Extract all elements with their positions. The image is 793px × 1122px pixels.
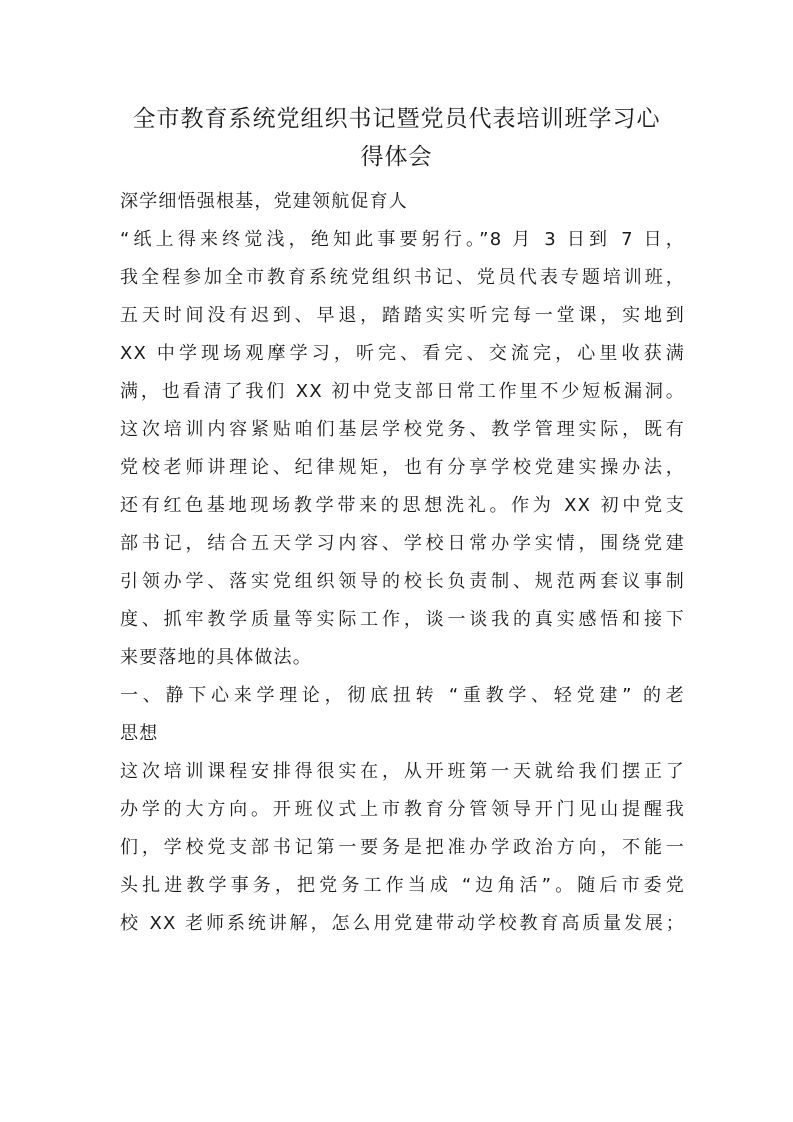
subtitle: 深学细悟强根基，党建领航促育人 — [120, 191, 408, 212]
section-heading-line-1: 一、静下心来学理论，彻底扭转 “重教学、轻党建” 的老 — [120, 685, 685, 706]
paragraph-line: 满，也看清了我们 XX 初中党支部日常工作里不少短板漏洞。 — [120, 381, 685, 402]
paragraph-line: 们，学校党支部书记第一要务是把准办学政治方向，不能一 — [120, 837, 685, 858]
paragraph-line: 办学的大方向。开班仪式上市教育分管领导开门见山提醒我 — [120, 799, 685, 820]
paragraph-line: 度、抓牢教学质量等实际工作，谈一谈我的真实感悟和接下 — [120, 609, 685, 630]
document-title — [110, 100, 683, 176]
paragraph-line: 这次培训内容紧贴咱们基层学校党务、教学管理实际，既有 — [120, 419, 685, 440]
paragraph-line: 来要落地的具体做法。 — [120, 647, 312, 668]
document-body — [120, 183, 685, 943]
title-line-2: 得体会 — [360, 144, 433, 170]
paragraph-line: XX 中学现场观摩学习，听完、看完、交流完，心里收获满 — [120, 343, 685, 364]
paragraph-line: 部书记，结合五天学习内容、学校日常办学实情，围绕党建 — [120, 533, 685, 554]
paragraph-line: 我全程参加全市教育系统党组织书记、党员代表专题培训班， — [120, 267, 685, 288]
paragraph-line: 头扎进教学事务，把党务工作当成 “边角活”。随后市委党 — [120, 875, 685, 896]
paragraph-line: 引领办学、落实党组织领导的校长负责制、规范两套议事制 — [120, 571, 685, 592]
paragraph-line: 五天时间没有迟到、早退，踏踏实实听完每一堂课，实地到 — [120, 305, 685, 326]
paragraph-line: 这次培训课程安排得很实在，从开班第一天就给我们摆正了 — [120, 761, 685, 782]
paragraph-line: 还有红色基地现场教学带来的思想洗礼。作为 XX 初中党支 — [120, 495, 685, 516]
title-line-1: 全市教育系统党组织书记暨党员代表培训班学习心 — [132, 106, 661, 132]
paragraph-line: 党校老师讲理论、纪律规矩，也有分享学校党建实操办法， — [120, 457, 685, 478]
paragraph-line: 校 XX 老师系统讲解，怎么用党建带动学校教育高质量发展； — [120, 913, 685, 934]
paragraph-line: “纸上得来终觉浅，绝知此事要躬行。”8 月 3 日到 7 日， — [120, 229, 685, 250]
section-heading-line-2: 思想 — [120, 723, 159, 744]
